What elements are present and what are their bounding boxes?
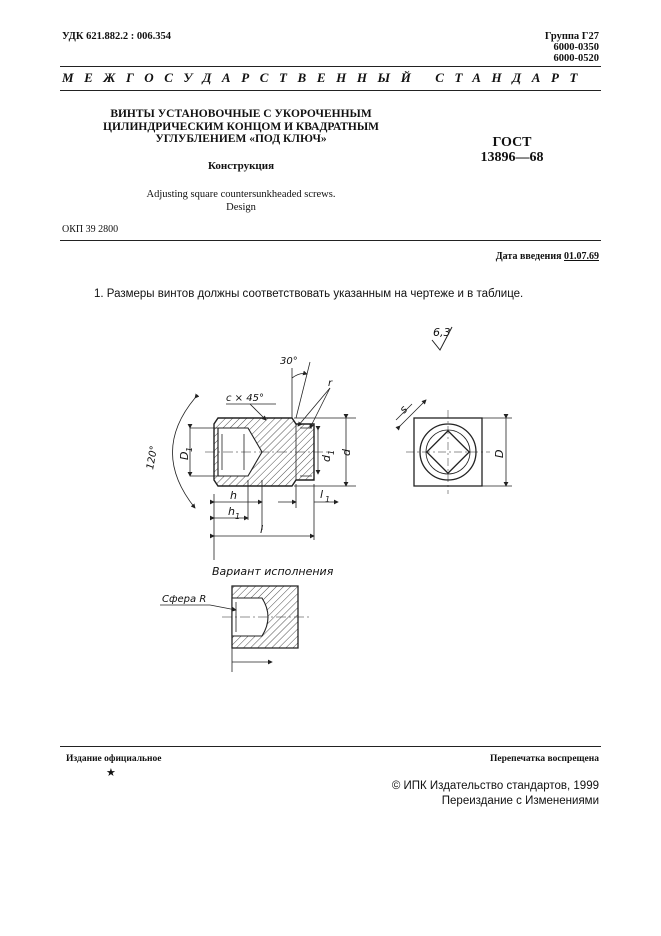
h-label: h [230, 489, 237, 502]
title-line: УГЛУБЛЕНИЕМ «ПОД КЛЮЧ» [155, 133, 327, 145]
paragraph-1: 1. Размеры винтов должны соответствовать указанным на чертеже и в таблице. [94, 288, 524, 300]
effective-date-value: 01.07.69 [564, 251, 599, 262]
copyright-line: © ИПК Издательство стандартов, 1999 [391, 780, 599, 792]
screw-side-view [205, 418, 330, 486]
title-line: ЦИЛИНДРИЧЕСКИМ КОНЦОМ И КВАДРАТНЫМ [103, 120, 379, 133]
okp-code: ОКП 39 2800 [62, 224, 119, 235]
h1-subscript: 1 [235, 512, 241, 521]
official-edition: Издание официальное [66, 754, 162, 764]
l1-subscript: 1 [325, 495, 331, 504]
effective-date-label: Дата введения [495, 251, 562, 262]
english-line: Design [226, 201, 256, 213]
d1-subscript: 1 [327, 449, 336, 455]
l-label: l [260, 523, 264, 536]
sphere-label: Сфера R [162, 594, 207, 605]
roughness-symbol [432, 326, 452, 350]
h1-label: h [228, 505, 235, 518]
group-line: 6000-0520 [553, 53, 599, 64]
group-line: Группа Г27 [544, 31, 599, 42]
chamfer-label: c × 45° [226, 393, 264, 404]
group-line: 6000-0350 [553, 42, 599, 53]
s-label: s [396, 402, 411, 417]
l1-label: l [320, 488, 324, 501]
angle-120-label: 120° [145, 444, 161, 471]
variant-title: Вариант исполнения [212, 565, 334, 578]
roughness-value: 6,3 [433, 326, 451, 339]
D1-label: D [178, 451, 191, 460]
angle-30-label: 30° [280, 356, 298, 367]
subtitle: Конструкция [207, 160, 275, 172]
radius-label: r [328, 378, 333, 389]
standard-banner: МЕЖГОСУДАРСТВЕННЫЙ СТАНДАРТ [62, 70, 589, 85]
title-line: ВИНТЫ УСТАНОВОЧНЫЕ С УКОРОЧЕННЫМ [110, 108, 372, 120]
D-label: D [493, 449, 506, 458]
reissue-line: Переиздание с Изменениями [441, 795, 599, 807]
footer-rule [60, 746, 601, 747]
d1-label: d [320, 455, 333, 462]
d-label: d [340, 449, 353, 456]
screw-end-view [406, 410, 490, 494]
english-line: Adjusting square countersunkheaded screws. [146, 189, 336, 200]
star-icon: ★ [106, 767, 116, 779]
D1-subscript: 1 [185, 446, 194, 452]
gost-code: 13896—68 [480, 150, 544, 165]
reprint-notice: Перепечатка воспрещена [489, 754, 599, 764]
copyright-block [392, 779, 599, 809]
gost-label: ГОСТ [492, 135, 532, 150]
udk-code: УДК 621.882.2 : 006.354 [62, 31, 171, 42]
